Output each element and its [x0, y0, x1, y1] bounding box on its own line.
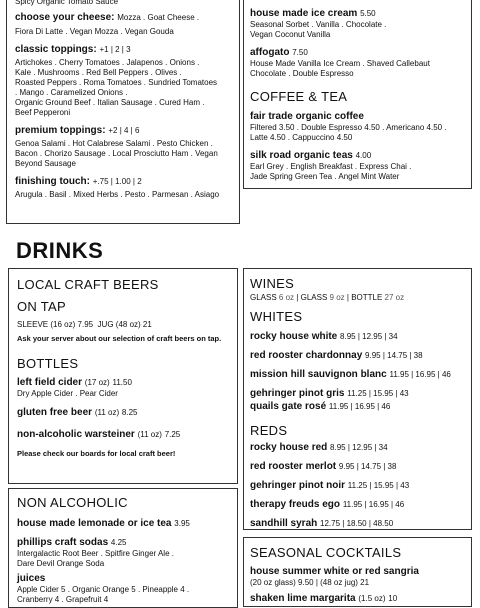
classic-price: +1 | 2 | 3 [99, 45, 131, 54]
affogato-name: affogato [250, 47, 290, 58]
cider-desc: Dry Apple Cider . Pear Cider [17, 389, 118, 398]
lemonade-item: house made lemonade or ice tea 3.95 [17, 518, 190, 529]
wine-item: gehringer pinot gris 11.25 | 15.95 | 43 [250, 388, 409, 399]
on-tap-title: ON TAP [17, 299, 66, 314]
classic-title: classic toppings: [15, 44, 97, 55]
premium-title: premium toppings: [15, 125, 106, 136]
coffee-desc: Latte 4.50 . Cappuccino 4.50 [250, 133, 353, 142]
cheese-title-row: choose your cheese: Mozza . Goat Cheese . [15, 12, 200, 23]
cheese-options: Fiora Di Latte . Vegan Mozza . Vegan Gouda [15, 27, 174, 36]
drinks-heading: DRINKS [16, 238, 104, 263]
cider-item: left field cider (17 oz) 11.50 Dry Apple Cider . Pear Cider [17, 377, 229, 399]
finishing-price: +.75 | 1.00 | 2 [92, 177, 142, 186]
reds-title: REDS [250, 423, 288, 438]
premium-line: Genoa Salami . Hot Calabrese Salami . Pesto Chicken . [15, 139, 213, 148]
wine-item: therapy freuds ego 11.95 | 16.95 | 46 [250, 499, 405, 510]
premium-line: Bacon . Chorizo Sausage . Local Prosciutto Ham . Vegan [15, 149, 218, 158]
wine-item: sandhill syrah 12.75 | 18.50 | 48.50 [250, 518, 394, 529]
finishing-section [15, 176, 231, 200]
ice-cream-price: 5.50 [360, 9, 376, 18]
coffee-desc: Filtered 3.50 . Double Espresso 4.50 . Americano 4.50 . [250, 123, 447, 132]
classic-section [15, 44, 231, 118]
premium-section [15, 125, 231, 169]
tap-sizes: SLEEVE (16 oz) 7.95 JUG (48 oz) 21 [17, 320, 152, 329]
sangria-sizes: (20 oz glass) 9.50 | (48 oz jug) 21 [250, 578, 370, 587]
juices-desc: Cranberry 4 . Grapefruit 4 [17, 595, 109, 604]
wine-item: rocky house white 8.95 | 12.95 | 34 [250, 331, 398, 342]
gf-item: gluten free beer (11 oz) 8.25 [17, 407, 138, 418]
sodas-item: phillips craft sodas 4.25 Intergalactic Root Beer . Spitfire Ginger Ale . Dare Devil Orange Soda [17, 537, 229, 569]
classic-line: . Mango . Caramelized Onions . [15, 88, 128, 97]
non-alcoholic-box [8, 488, 238, 608]
wines-box [243, 268, 472, 530]
sauce-line: Spicy Organic Tomato Sauce [15, 0, 119, 6]
non-alcoholic-title: NON ALCOHOLIC [17, 495, 128, 510]
wine-item: quails gate rosé 11.95 | 16.95 | 46 [250, 401, 391, 412]
tap-note: Ask your server about our selection of craft beers on tap. [17, 334, 222, 343]
tea-desc: Earl Grey . English Breakfast . Express Chai . [250, 162, 412, 171]
toppings-box [6, 0, 240, 224]
affogato-item [250, 47, 465, 79]
classic-line: Roasted Peppers . Roma Tomatoes . Sundried Tomatoes [15, 78, 218, 87]
cheese-section [15, 12, 231, 37]
sodas-desc: Intergalactic Root Beer . Spitfire Ginger Ale . [17, 549, 174, 558]
whites-title: WHITES [250, 309, 303, 324]
beers-box [8, 268, 238, 484]
tea-desc: Jade Spring Green Tea . Angel Mint Water [250, 172, 400, 181]
juices-name: juices [17, 573, 46, 584]
coffee-tea-title: COFFEE & TEA [250, 89, 348, 104]
coffee-item [250, 111, 465, 143]
juices-desc: Apple Cider 5 . Organic Orange 5 . Pineapple 4 . [17, 585, 190, 594]
seasonal-title: SEASONAL COCKTAILS [250, 545, 402, 560]
affogato-price: 7.50 [292, 48, 308, 57]
tea-name: silk road organic teas [250, 150, 353, 161]
premium-price: +2 | 4 | 6 [108, 126, 140, 135]
classic-line: Kale . Mushrooms . Red Bell Peppers . Olives . [15, 68, 182, 77]
beers-title: LOCAL CRAFT BEERS [17, 277, 159, 292]
seasonal-box [243, 537, 472, 607]
sangria-name: house summer white or red sangria [250, 566, 419, 577]
dessert-coffee-box [243, 0, 472, 189]
tea-price: 4.00 [355, 151, 372, 160]
finishing-line: Arugula . Basil . Mixed Herbs . Pesto . Parmesan . Asiago [15, 190, 220, 199]
classic-line: Beef Pepperoni [15, 108, 71, 117]
ice-cream-item [250, 8, 465, 40]
ice-cream-desc: Seasonal Sorbet . Vanilla . Chocolate . [250, 20, 387, 29]
boards-note: Please check our boards for local craft beer! [17, 449, 176, 458]
wine-item: red rooster merlot 9.95 | 14.75 | 38 [250, 461, 397, 472]
juices-item [17, 573, 229, 605]
bottles-title: BOTTLES [17, 356, 79, 371]
affogato-desc: Chocolate . Double Espresso [250, 69, 354, 78]
wines-title: WINES [250, 276, 295, 291]
wine-sizes: GLASS 6 oz | GLASS 9 oz | BOTTLE 27 oz [250, 293, 405, 302]
na-beer-item: non-alcoholic warsteiner (11 oz) 7.25 [17, 429, 181, 440]
affogato-desc: House Made Vanilla Ice Cream . Shaved Callebaut [250, 59, 430, 68]
sodas-desc: Dare Devil Orange Soda [17, 559, 105, 568]
ice-cream-name: house made ice cream [250, 8, 358, 19]
coffee-name: fair trade organic coffee [250, 111, 364, 122]
wine-item: mission hill sauvignon blanc 11.95 | 16.95 | 46 [250, 369, 451, 380]
wine-item: red rooster chardonnay 9.95 | 14.75 | 38 [250, 350, 423, 361]
tea-item [250, 150, 465, 182]
wine-item: rocky house red 8.95 | 12.95 | 34 [250, 442, 388, 453]
classic-line: Organic Ground Beef . Italian Sausage . Cured Ham . [15, 98, 205, 107]
premium-line: Beyond Sausage [15, 159, 76, 168]
classic-line: Artichokes . Cherry Tomatoes . Jalapenos . Onions . [15, 58, 200, 67]
wine-item: gehringer pinot noir 11.25 | 15.95 | 43 [250, 480, 410, 491]
ice-cream-desc: Vegan Coconut Vanilla [250, 30, 331, 39]
margarita-item: shaken lime margarita (1.5 oz) 10 [250, 593, 398, 604]
finishing-title: finishing touch: [15, 176, 90, 187]
